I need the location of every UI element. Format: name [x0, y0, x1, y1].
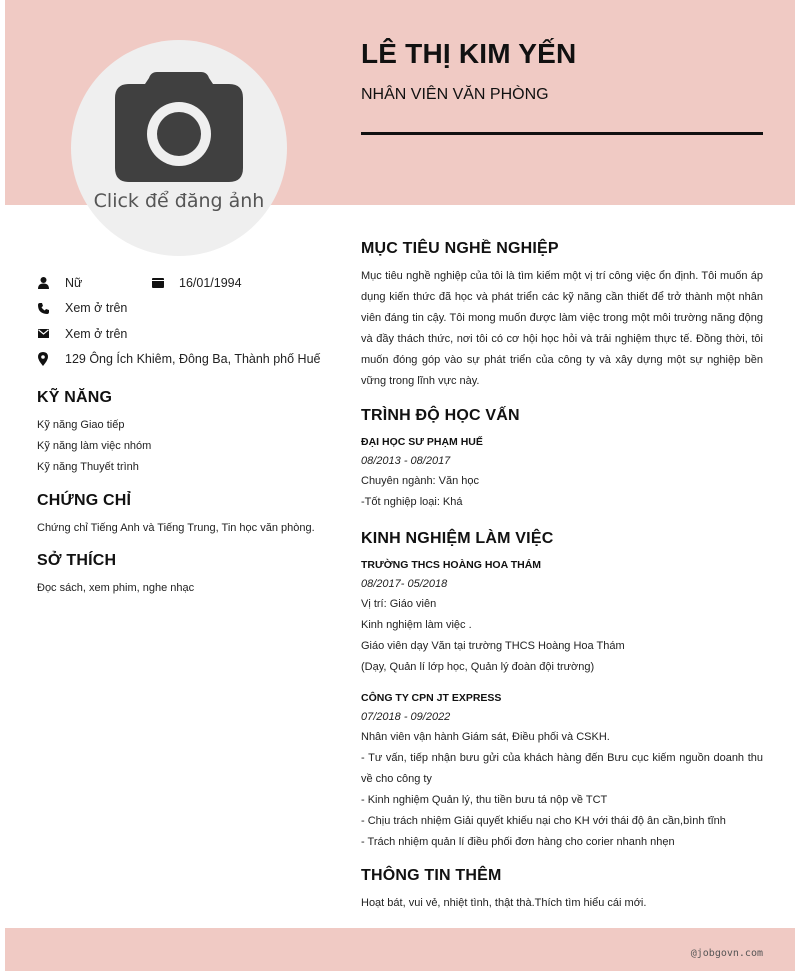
objective-title: MỤC TIÊU NGHỀ NGHIỆP — [361, 240, 559, 257]
additional-info-title: THÔNG TIN THÊM — [361, 867, 502, 884]
additional-info-text: Hoạt bát, vui vẻ, nhiệt tình, thật thà.Thích tìm hiểu cái mới. — [361, 897, 647, 909]
certificates-title: CHỨNG CHỈ — [37, 492, 132, 509]
phone-icon — [37, 303, 65, 314]
certificates-text: Chứng chỉ Tiếng Anh và Tiếng Trung, Tin học văn phòng. — [37, 522, 315, 534]
job-entry — [361, 556, 763, 678]
job-line: Nhân viên vận hành Giám sát, Điều phối và CSKH. — [361, 731, 610, 743]
camera-icon — [115, 70, 243, 182]
job-line: - Chịu trách nhiệm Giải quyết khiếu nại cho KH với thái độ ân cần,bình tĩnh — [361, 815, 726, 827]
job-line: (Dạy, Quản lí lớp học, Quản lý đoàn đội trường) — [361, 661, 595, 673]
job-line: - Trách nhiệm quản lí điều phối đơn hàng cho corier nhanh nhẹn — [361, 836, 675, 848]
calendar-icon — [151, 278, 179, 288]
skill-item: Kỹ năng Thuyết trình — [37, 461, 139, 473]
certificates-section — [37, 492, 337, 539]
gender-value: Nữ — [65, 275, 83, 290]
skill-item: Kỹ năng Giao tiếp — [37, 419, 125, 431]
job-org: TRƯỜNG THCS HOÀNG HOA THÁM — [361, 559, 542, 571]
email-value: Xem ở trên — [65, 326, 128, 341]
envelope-icon — [37, 329, 65, 338]
education-line: -Tốt nghiệp loại: Khá — [361, 496, 463, 508]
job-line: Vị trí: Giáo viên — [361, 598, 437, 610]
experience-section — [361, 530, 763, 853]
location-pin-icon — [37, 352, 65, 366]
contact-row-email — [37, 321, 337, 347]
education-section — [361, 407, 763, 513]
job-period: 08/2017- 05/2018 — [361, 578, 448, 590]
job-line: - Tư vấn, tiếp nhận bưu gửi của khách hàng đến Bưu cục kiếm nguồn doanh thu về cho công ty — [361, 752, 763, 785]
contact-row-address — [37, 347, 337, 373]
experience-title: KINH NGHIỆM LÀM VIỆC — [361, 530, 554, 547]
education-school: ĐẠI HỌC SƯ PHẠM HUẾ — [361, 436, 483, 448]
hobbies-title: SỞ THÍCH — [37, 552, 117, 569]
job-period: 07/2018 - 09/2022 — [361, 711, 451, 723]
hobbies-text: Đọc sách, xem phim, nghe nhạc — [37, 582, 195, 594]
candidate-name: LÊ THỊ KIM YẾN — [361, 38, 577, 69]
birthdate-value: 16/01/1994 — [179, 275, 242, 290]
footer-brand: @jobgovn.com — [690, 948, 763, 959]
skills-section — [37, 389, 337, 478]
job-entry — [361, 689, 763, 853]
job-org: CÔNG TY CPN JT EXPRESS — [361, 692, 502, 704]
contact-info — [37, 270, 337, 372]
objective-section — [361, 240, 763, 392]
skill-item: Kỹ năng làm việc nhóm — [37, 440, 152, 452]
contact-row-gender — [37, 270, 337, 296]
education-period: 08/2013 - 08/2017 — [361, 455, 451, 467]
education-title: TRÌNH ĐỘ HỌC VẤN — [361, 407, 520, 424]
cv-page — [5, 0, 795, 971]
skills-title: KỸ NĂNG — [37, 389, 113, 406]
phone-value: Xem ở trên — [65, 301, 128, 316]
job-title: NHÂN VIÊN VĂN PHÒNG — [361, 86, 549, 103]
job-line: - Kinh nghiệm Quản lý, thu tiền bưu tá nộp về TCT — [361, 794, 608, 806]
education-line: Chuyên ngành: Văn học — [361, 475, 480, 487]
address-value: 129 Ông Ích Khiêm, Đông Ba, Thành phố Huế — [65, 352, 321, 367]
avatar-upload[interactable] — [71, 40, 287, 256]
person-icon — [37, 277, 65, 289]
job-line: Kinh nghiệm làm việc . — [361, 619, 472, 631]
additional-info-section — [361, 867, 763, 914]
objective-text: Mục tiêu nghề nghiệp của tôi là tìm kiếm một vị trí công việc ổn định. Tôi muốn áp dụng kiến thức đã học và phát triển các kỹ năng cần thiết để trở thành một nhân viên đáng tin cậy. Tôi mong muốn được làm việc trong một môi trường năng động và đầy thách thức, nơi tôi có cơ hội học hỏi và trải nghiệm thực tế. Đồng thời, tôi muốn đóng góp vào sự phát triển của công ty và xây dựng một sự nghiệp bền vững trong lĩnh vực này. — [361, 270, 763, 387]
job-line: Giáo viên dạy Văn tại trường THCS Hoàng Hoa Thám — [361, 640, 625, 652]
contact-row-phone — [37, 296, 337, 322]
avatar-upload-label: Click để đăng ảnh — [93, 190, 265, 212]
footer-band — [5, 928, 795, 971]
hobbies-section — [37, 552, 337, 599]
header-divider — [361, 132, 763, 135]
